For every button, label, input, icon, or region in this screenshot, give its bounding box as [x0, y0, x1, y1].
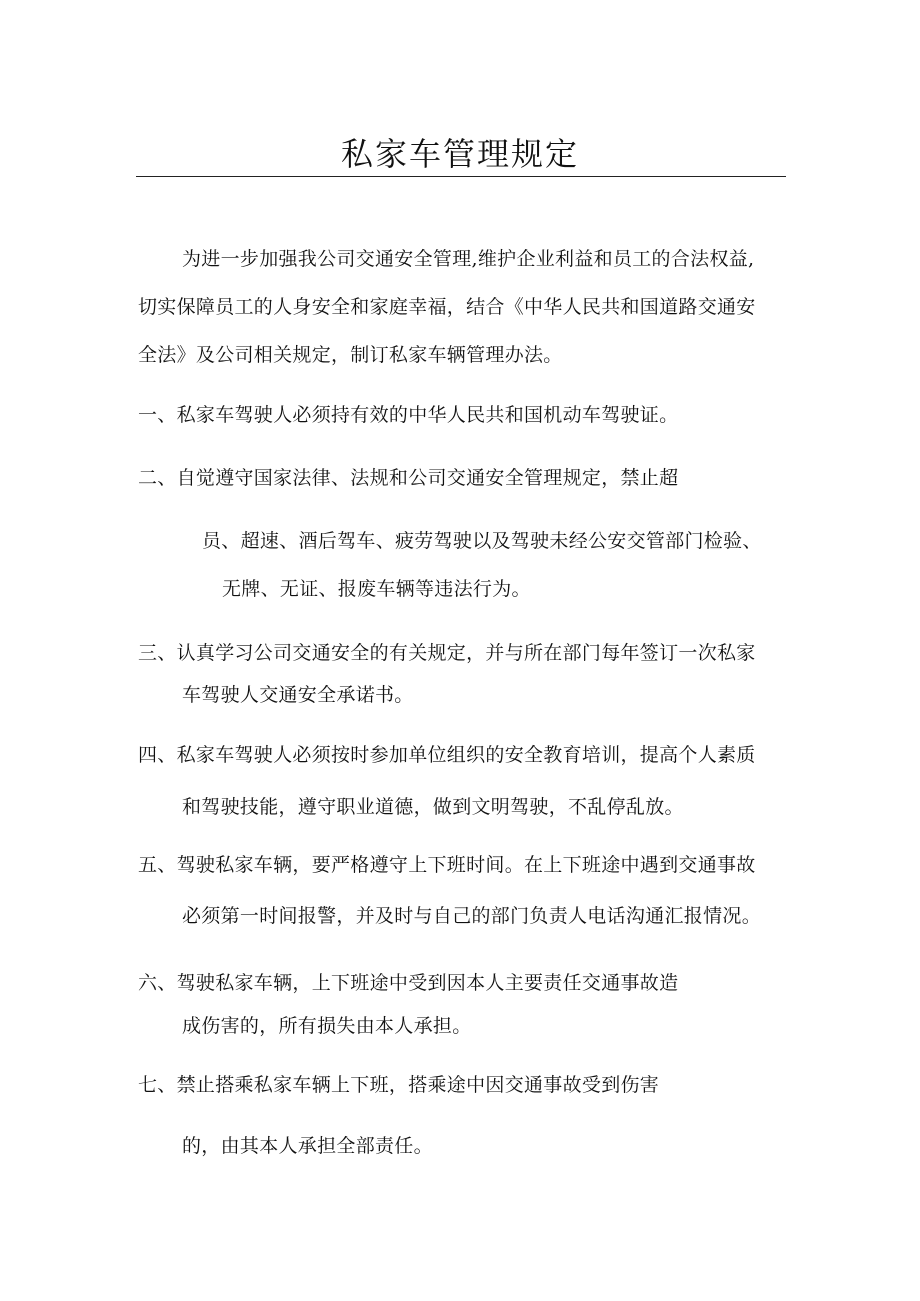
rule-line: 五、驾驶私家车辆，要严格遵守上下班时间。在上下班途中遇到交通事故: [138, 854, 756, 876]
rule-line: 二、自觉遵守国家法律、法规和公司交通安全管理规定，禁止超: [138, 467, 679, 489]
document-title: 私家车管理规定: [340, 135, 579, 173]
rule-line: 无牌、无证、报废车辆等违法行为。: [222, 578, 531, 600]
rule-line: 和驾驶技能，遵守职业道德，做到文明驾驶，不乱停乱放。: [182, 796, 684, 818]
rule-line: 三、认真学习公司交通安全的有关规定，并与所在部门每年签订一次私家: [138, 642, 756, 664]
rule-line: 必须第一时间报警，并及时与自己的部门负责人电话沟通汇报情况。: [182, 905, 762, 927]
rule-line: 六、驾驶私家车辆，上下班途中受到因本人主要责任交通事故造: [138, 972, 679, 994]
rule-line: 一、私家车驾驶人必须持有效的中华人民共和国机动车驾驶证。: [138, 404, 679, 426]
rule-line: 的，由其本人承担全部责任。: [182, 1135, 433, 1157]
rule-line: 成伤害的，所有损失由本人承担。: [182, 1015, 472, 1037]
rule-line: 七、禁止搭乘私家车辆上下班，搭乘途中因交通事故受到伤害: [138, 1074, 660, 1096]
rule-line: 四、私家车驾驶人必须按时参加单位组织的安全教育培训，提高个人素质: [138, 744, 756, 766]
rule-line: 员、超速、酒后驾车、疲劳驾驶以及驾驶未经公安交管部门检验、: [202, 530, 762, 552]
title-underline: [136, 176, 786, 177]
rule-line: 车驾驶人交通安全承诺书。: [182, 684, 414, 706]
intro-line: 为进一步加强我公司交通安全管理,维护企业利益和员工的合法权益,: [182, 248, 755, 270]
intro-line: 全法》及公司相关规定，制订私家车辆管理办法。: [138, 344, 563, 366]
intro-line: 切实保障员工的人身安全和家庭幸福，结合《中华人民共和国道路交通安: [138, 296, 756, 318]
